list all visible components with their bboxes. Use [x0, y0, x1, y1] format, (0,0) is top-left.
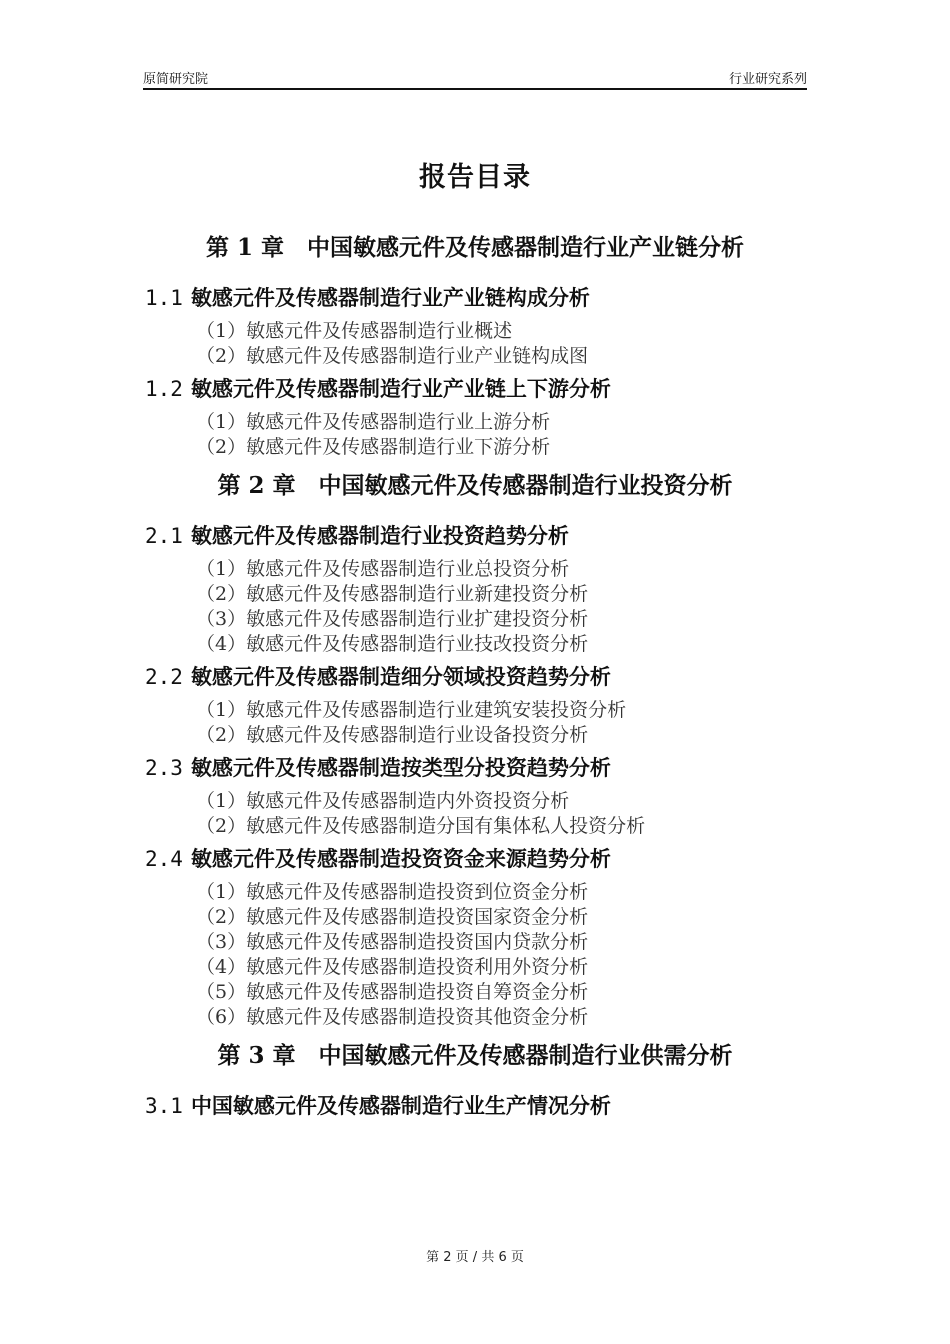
toc-section-title: 敏感元件及传感器制造行业投资趋势分析 [190, 523, 569, 548]
toc-chapter[interactable] [0, 468, 950, 504]
toc-item-title: （5）敏感元件及传感器制造投资自筹资金分析 [196, 981, 589, 1003]
page-number: 第 2 页 / 共 6 页 [426, 1250, 524, 1265]
toc-item-title: （2）敏感元件及传感器制造行业下游分析 [196, 436, 551, 458]
toc-item[interactable] [0, 1005, 950, 1030]
page-header [143, 68, 807, 90]
toc-section-number: 2.3 [145, 756, 183, 780]
toc-section-title: 敏感元件及传感器制造投资资金来源趋势分析 [190, 846, 611, 871]
toc-item[interactable] [0, 582, 950, 607]
publisher-name: 原简研究院 [143, 72, 209, 87]
toc-item[interactable] [0, 880, 950, 905]
toc-item[interactable] [0, 980, 950, 1005]
toc-item-title: （2）敏感元件及传感器制造行业设备投资分析 [196, 724, 589, 746]
toc-item[interactable] [0, 955, 950, 980]
toc-item-title: （6）敏感元件及传感器制造投资其他资金分析 [196, 1006, 589, 1028]
toc-item-title: （3）敏感元件及传感器制造投资国内贷款分析 [196, 931, 589, 953]
toc-item[interactable] [0, 930, 950, 955]
toc-item[interactable] [0, 814, 950, 839]
toc-item[interactable] [0, 698, 950, 723]
series-name: 行业研究系列 [728, 72, 807, 87]
toc-item-title: （2）敏感元件及传感器制造分国有集体私人投资分析 [196, 815, 646, 837]
toc-item[interactable] [0, 607, 950, 632]
toc-item-title: （1）敏感元件及传感器制造行业概述 [196, 320, 513, 342]
toc-section-title: 中国敏感元件及传感器制造行业生产情况分析 [190, 1093, 611, 1118]
toc-section[interactable] [0, 661, 950, 693]
toc-item[interactable] [0, 435, 950, 460]
toc-section[interactable] [0, 1090, 950, 1122]
toc-chapter-title: 第 3 章 中国敏感元件及传感器制造行业供需分析 [217, 1042, 733, 1069]
toc-item-title: （1）敏感元件及传感器制造行业上游分析 [196, 411, 551, 433]
toc-section[interactable] [0, 520, 950, 552]
toc-item-title: （2）敏感元件及传感器制造行业产业链构成图 [196, 345, 589, 367]
toc-section-title: 敏感元件及传感器制造按类型分投资趋势分析 [190, 755, 611, 780]
toc-item-title: （1）敏感元件及传感器制造行业建筑安装投资分析 [196, 699, 627, 721]
toc-chapter-title: 第 2 章 中国敏感元件及传感器制造行业投资分析 [217, 472, 733, 499]
toc-section[interactable] [0, 843, 950, 875]
toc-item-title: （4）敏感元件及传感器制造行业技改投资分析 [196, 633, 589, 655]
toc-section[interactable] [0, 752, 950, 784]
toc-section-number: 2.4 [145, 847, 183, 871]
toc-section[interactable] [0, 373, 950, 405]
toc-item-title: （1）敏感元件及传感器制造投资到位资金分析 [196, 881, 589, 903]
toc-item[interactable] [0, 319, 950, 344]
page-title: 报告目录 [419, 162, 531, 193]
toc-item[interactable] [0, 905, 950, 930]
toc-item[interactable] [0, 632, 950, 657]
toc-item[interactable] [0, 410, 950, 435]
toc-section-title: 敏感元件及传感器制造行业产业链上下游分析 [190, 376, 611, 401]
toc-section-number: 2.1 [145, 524, 183, 548]
toc-item-title: （2）敏感元件及传感器制造行业新建投资分析 [196, 583, 589, 605]
toc-item[interactable] [0, 557, 950, 582]
toc-chapter[interactable] [0, 1038, 950, 1074]
toc-item-title: （2）敏感元件及传感器制造投资国家资金分析 [196, 906, 589, 928]
toc-item[interactable] [0, 723, 950, 748]
toc-section-number: 2.2 [145, 665, 183, 689]
toc-item-title: （1）敏感元件及传感器制造内外资投资分析 [196, 790, 570, 812]
toc-section[interactable] [0, 282, 950, 314]
toc-item[interactable] [0, 789, 950, 814]
toc-item-title: （1）敏感元件及传感器制造行业总投资分析 [196, 558, 570, 580]
toc-section-number: 3.1 [145, 1094, 183, 1118]
table-of-contents [0, 230, 950, 1127]
toc-section-number: 1.2 [145, 377, 183, 401]
toc-section-title: 敏感元件及传感器制造细分领域投资趋势分析 [190, 664, 611, 689]
toc-section-number: 1.1 [145, 286, 183, 310]
toc-item-title: （3）敏感元件及传感器制造行业扩建投资分析 [196, 608, 589, 630]
toc-chapter[interactable] [0, 230, 950, 266]
toc-chapter-title: 第 1 章 中国敏感元件及传感器制造行业产业链分析 [205, 234, 745, 261]
toc-item[interactable] [0, 344, 950, 369]
toc-item-title: （4）敏感元件及传感器制造投资利用外资分析 [196, 956, 589, 978]
toc-section-title: 敏感元件及传感器制造行业产业链构成分析 [190, 285, 590, 310]
